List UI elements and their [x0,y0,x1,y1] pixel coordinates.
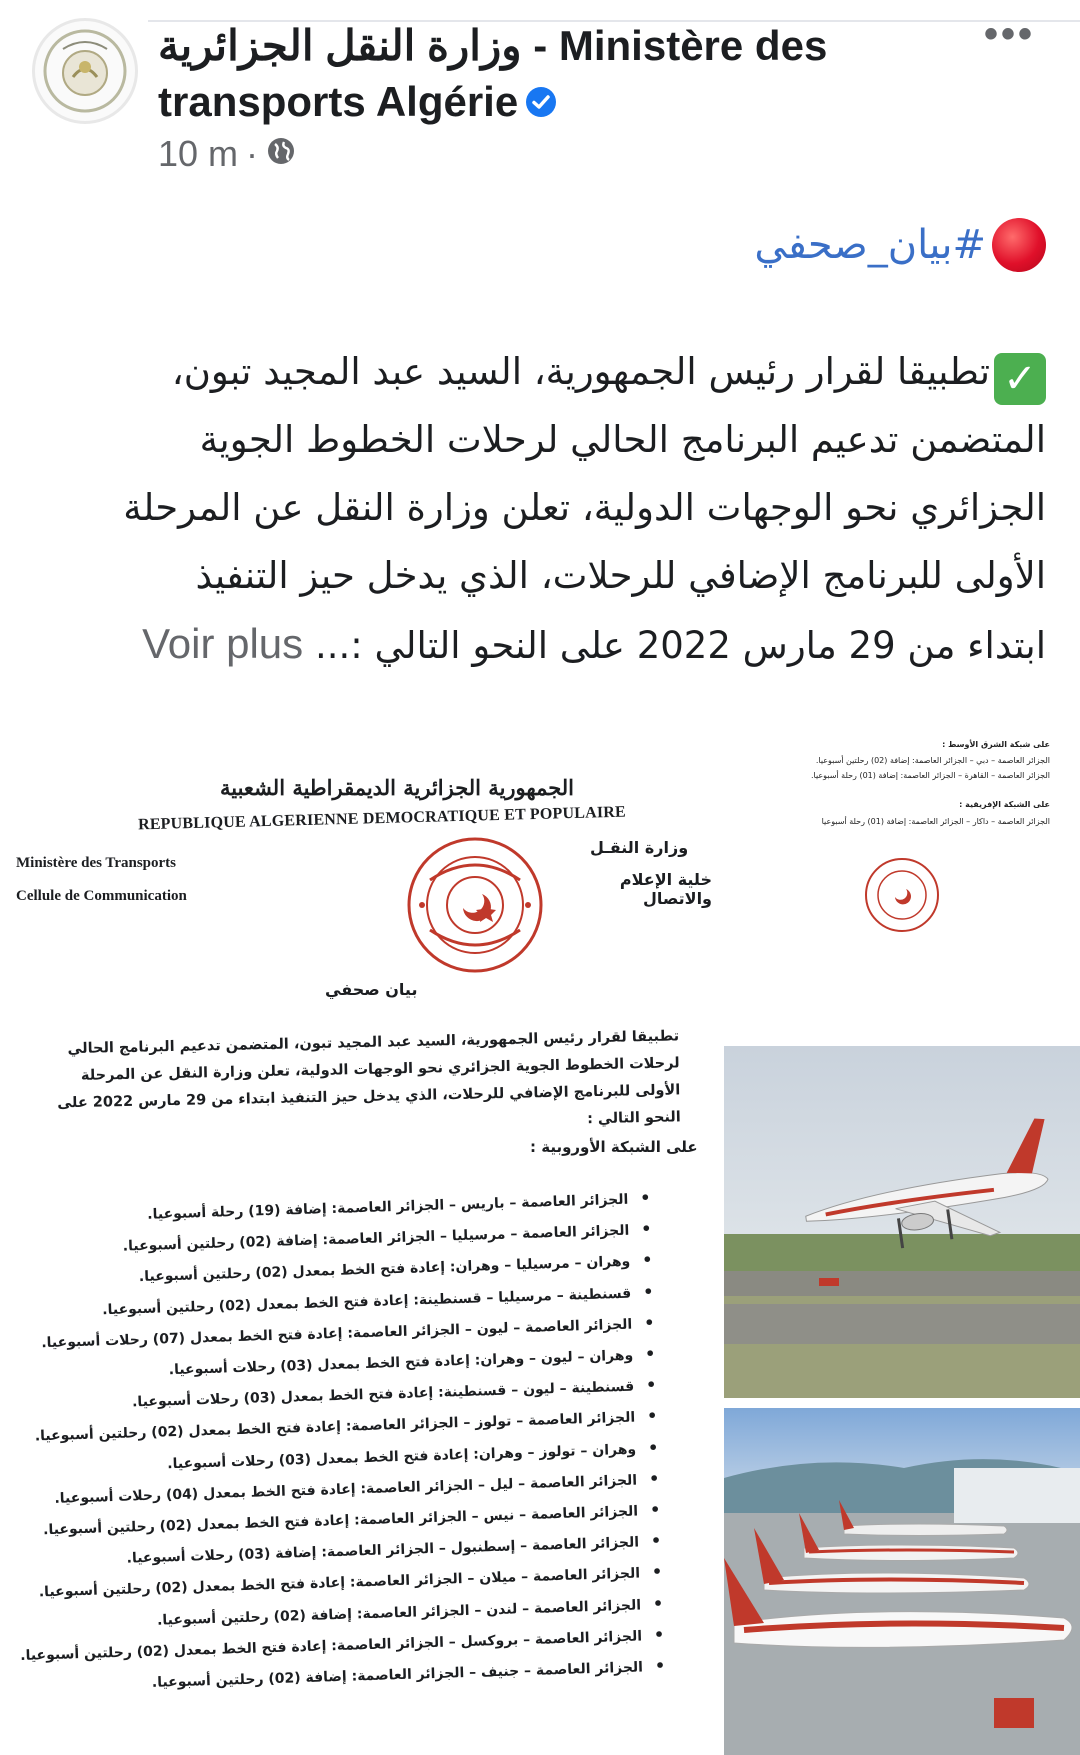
globe-icon [266,133,296,175]
check-mark-icon: ✓ [994,353,1046,405]
page-name[interactable] [158,18,848,130]
list-item: الجزائر العاصمة – داكار – الجزائر العاصمة: إضافة (01) رحلة أسبوعيا [821,817,1050,826]
page2-middle-east-title: على شبكة الشرق الأوسط : [942,740,1050,749]
page-name-text[interactable]: وزارة النقل الجزائرية - Ministère des transports Algérie [158,22,828,125]
red-circle-icon [992,218,1046,272]
post-meta [158,133,296,175]
list-item: الجزائر العاصمة – القاهرة – الجزائر العاصمة: إضافة (01) رحلة أسبوعيا. [810,771,1050,780]
doc-european-list [20,1183,665,1700]
list-item: • الجزائر العاصمة – لندن – الجزائر العاصمة: إضافة (02) رحلتين أسبوعيا. [103,1588,664,1637]
verified-badge-icon [524,77,558,111]
press-release-document-image[interactable] [0,700,712,1755]
parked-planes-photo[interactable] [724,1408,1080,1755]
body-line-1: ✓تطبيقا لقرار رئيس الجمهورية، السيد عبد المجيد تبون، [86,338,1046,406]
list-item: • الجزائر العاصمة – ليل – الجزائر العاصمة: إعادة فتح الخط بمعدل (04) رحلات أسبوعيا. [99,1464,660,1513]
hashtag-link[interactable]: #بيان_صحفي [754,222,986,268]
list-item: • الجزائر العاصمة – إسطنبول – الجزائر العاصمة: إضافة (03) رحلات أسبوعيا. [101,1526,662,1575]
meta-separator: · [246,133,259,174]
doc-cell-arabic: خلية الإعلام والاتصال [619,870,712,908]
post-time[interactable]: 10 m [158,133,239,174]
list-item: • الجزائر العاصمة – نيس – الجزائر العاصمة: إعادة فتح الخط بمعدل (02) رحلتين أسبوعيا. [100,1495,661,1544]
official-stamp-icon [400,830,550,980]
list-item: • الجزائر العاصمة – مرسيليا – الجزائر العاصمة: إضافة (02) رحلتين أسبوعيا. [91,1214,652,1263]
body-line-3: الجزائري نحو الوجهات الدولية، تعلن وزارة النقل عن المرحلة [123,486,1046,529]
plane-takeoff-illustration [724,1046,1080,1398]
post-body [86,338,1046,680]
page2-africa-title: على الشبكة الإفريقية : [959,800,1050,809]
doc-cell-french: Cellule de Communication [16,888,187,904]
doc-ministry-arabic: وزارة النقـل [590,838,689,857]
list-item: • الجزائر العاصمة – بروكسل – الجزائر العاصمة: إعادة فتح الخط بمعدل (02) رحلتين أسبوعيا. [104,1620,665,1669]
doc-header-french: REPUBLIQUE ALGERIENNE DEMOCRATIQUE ET POPULAIRE [137,803,627,834]
list-item: • الجزائر العاصمة – تولوز – الجزائر العاصمة: إعادة فتح الخط بمعدل (02) رحلتين أسبوعيا. [97,1401,658,1450]
list-item: • قسنطينة – مرسيليا – قسنطينة: إعادة فتح الخط بمعدل (02) رحلتين أسبوعيا. [93,1277,654,1326]
list-item: • الجزائر العاصمة – باريس – الجزائر العاصمة: إضافة (19) رحلة أسبوعيا. [90,1183,651,1232]
body-line-4: الأولى للبرنامج الإضافي للرحلات، الذي يدخل حيز التنفيذ [195,554,1046,597]
list-item: • الجزائر العاصمة – ميلان – الجزائر العاصمة: إعادة فتح الخط بمعدل (02) رحلتين أسبوعيا. [102,1557,663,1606]
body-line-2: المتضمن تدعيم البرنامج الحالي لرحلات الخطوط الجوية [199,418,1046,461]
list-item: • وهران – ليون – وهران: إعادة فتح الخط بمعدل (03) رحلات أسبوعيا. [95,1339,656,1388]
doc-ministry-french: Ministère des Transports [16,855,176,871]
list-item: • الجزائر العاصمة – ليون – الجزائر العاصمة: إعادة فتح الخط بمعدل (07) رحلات أسبوعيا. [94,1308,655,1357]
list-item: • وهران – تولوز – وهران: إعادة فتح الخط بمعدل (03) رحلات أسبوعيا. [98,1433,659,1482]
more-options-button[interactable]: ••• [984,12,1036,56]
document-page-2-image[interactable] [712,700,1080,1030]
doc-title: بيان صحفي [325,980,418,999]
plane-takeoff-photo[interactable] [724,1046,1080,1398]
doc-header-arabic: الجمهورية الجزائرية الديمقراطية الشعبية [220,775,575,800]
page-avatar[interactable] [32,18,138,124]
doc-european-title: على الشبكة الأوروبية : [530,1138,698,1156]
official-stamp-icon [862,855,942,935]
list-item: • الجزائر العاصمة – جنيف – الجزائر العاصمة: إضافة (02) رحلتين أسبوعيا. [105,1651,666,1700]
parked-planes-illustration [724,1408,1080,1755]
hashtag-row [754,218,1046,272]
list-item: الجزائر العاصمة – دبي – الجزائر العاصمة: إضافة (02) رحلتين أسبوعيا. [815,756,1050,765]
body-line-5: ابتداء من 29 مارس 2022 على النحو التالي :... Voir plus [142,620,1046,667]
list-item: • قسنطينة – ليون – قسنطينة: إعادة فتح الخط بمعدل (03) رحلات أسبوعيا. [96,1370,657,1419]
ministry-logo-icon [35,21,135,121]
see-more-link[interactable]: Voir plus [142,620,304,667]
doc-intro: تطبيقا لقرار رئيس الجمهورية، السيد عبد المجيد تبون، المتضمن تدعيم البرنامج الحالي لرحلات الخطوط الجوية الجزائري نحو الوجهات الدولية، تعلن وزارة النقل عن المرحلة الأولى للبرنامج الإضافي للرحلات، الذي يدخل حيز التنفيذ ابتداء من 29 مارس 2022 على النحو التالي : [57,1028,681,1128]
list-item: • وهران – مرسيليا – وهران: إعادة فتح الخط بمعدل (02) رحلتين أسبوعيا. [92,1245,653,1294]
